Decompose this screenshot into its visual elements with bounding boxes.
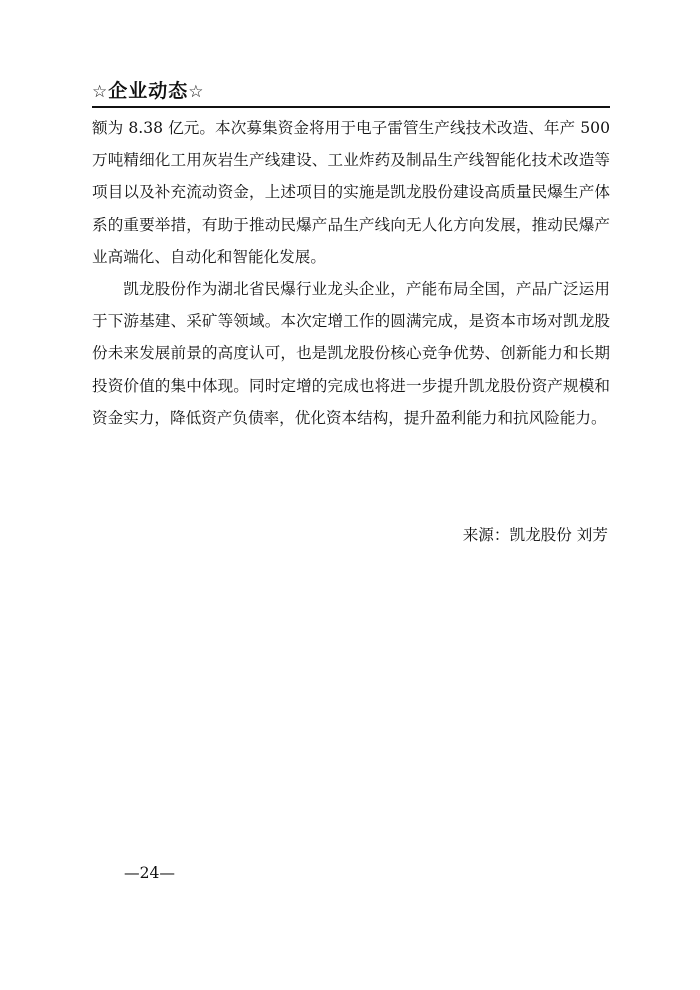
source-attribution: 来源：凯龙股份 刘芳 — [462, 526, 608, 544]
star-right-icon: ☆ — [188, 82, 205, 102]
page-number: —24— — [124, 864, 176, 882]
paragraph: 凯龙股份作为湖北省民爆行业龙头企业，产能布局全国，产品广泛运用于下游基建、采矿等领域。本次定增工作的圆满完成，是资本市场对凯龙股份未来发展前景的高度认可，也是凯龙股份核心竞争优势、创新能力和长期投资价值的集中体现。同时定增的完成也将进一步提升凯龙股份资产规模和资金实力，降低资产负债率，优化资本结构，提升盈利能力和抗风险能力。 — [92, 280, 610, 427]
section-title — [92, 79, 205, 104]
section-title-text: 企业动态 — [108, 80, 189, 102]
article-body — [92, 112, 610, 434]
paragraph-continued: 额为 8.38 亿元。本次募集资金将用于电子雷管生产线技术改造、年产 500 万吨精细化工用灰岩生产线建设、工业炸药及制品生产线智能化技术改造等项目以及补充流动资金，上述项目的实施是凯龙股份建设高质量民爆生产体系的重要举措，有助于推动民爆产品生产线向无人化方向发展，推动民爆产业高端化、自动化和智能化发展。 — [92, 119, 610, 266]
section-header — [92, 78, 610, 108]
star-left-icon: ☆ — [92, 82, 109, 102]
